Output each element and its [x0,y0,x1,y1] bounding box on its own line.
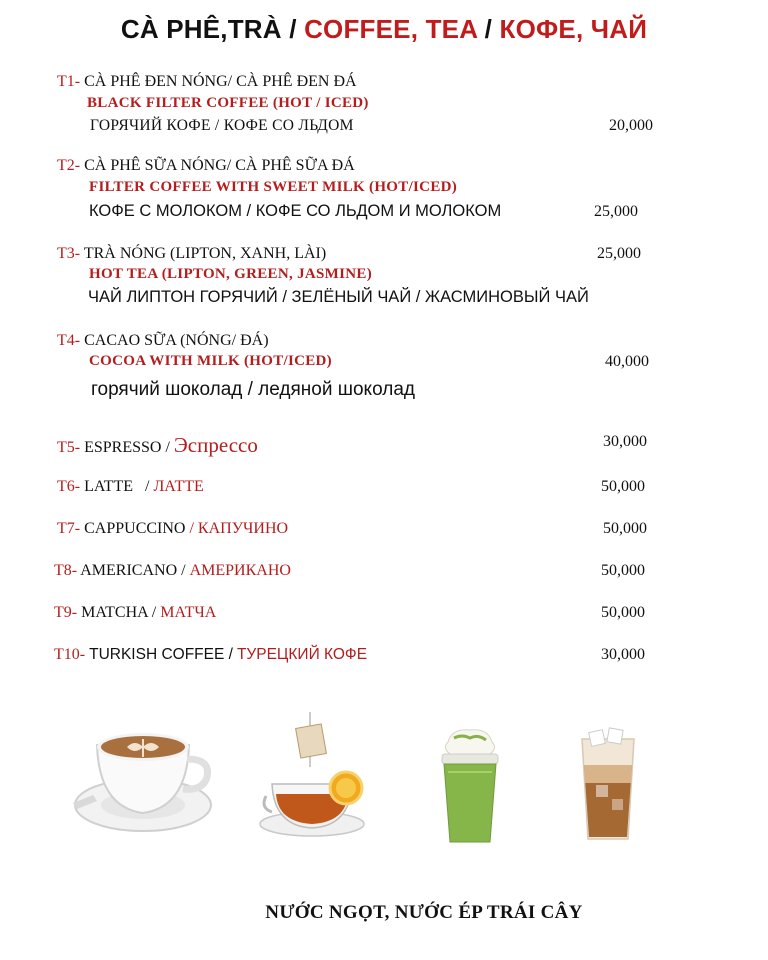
item-name: MATCHA / [81,604,157,621]
item-code: T3- [57,245,81,262]
iced-coffee-icon [578,725,638,845]
item-name-vi: CACAO SỮA (NÓNG/ ĐÁ) [84,332,269,349]
item-t3-vi-line [57,245,326,263]
item-name-ru: МАТЧА [160,604,217,621]
tea-cup-icon [258,712,368,847]
item-price: 50,000 [601,604,645,621]
item-name-ru: горячий шоколад / ледяной шоколад [91,379,415,400]
item-code: T1- [57,73,81,90]
item-price: 30,000 [603,433,647,450]
item-name-ru: ЛАТТЕ [153,478,204,495]
item-t6-line [57,478,204,496]
footer-note: NƯỚC NGỌT, NƯỚC ÉP TRÁI CÂY [265,902,583,923]
item-t5-line [57,433,258,458]
item-name-vi: CÀ PHÊ ĐEN NÓNG/ CÀ PHÊ ĐEN ĐÁ [84,73,357,90]
item-code: T5- [57,439,81,456]
item-name-ru: ГОРЯЧИЙ КОФЕ / КОФЕ СО ЛЬДОМ [90,117,354,134]
item-price: 30,000 [601,646,645,663]
item-code: T9- [54,604,78,621]
item-price: 50,000 [601,562,645,579]
item-name-ru: АМЕРИКАНО [189,562,291,579]
item-name-ru: ЧАЙ ЛИПТОН ГОРЯЧИЙ / ЗЕЛЁНЫЙ ЧАЙ / ЖАСМИНОВЫЙ ЧАЙ [88,288,589,306]
item-name-vi: CÀ PHÊ SỮA NÓNG/ CÀ PHÊ SỮA ĐÁ [84,157,355,174]
item-name-en: COCOA WITH MILK (HOT/ICED) [89,353,332,369]
title-vi: CÀ PHÊ,TRÀ [120,14,282,44]
item-name-vi: TRÀ NÓNG (LIPTON, XANH, LÀI) [83,245,327,262]
item-name: CAPPUCCINO [84,520,186,537]
item-name-en: BLACK FILTER COFFEE (HOT / ICED) [87,95,369,111]
item-name: ESPRESSO / [84,439,170,456]
item-t10-line [54,646,367,664]
item-t7-line [57,520,288,538]
item-price: 25,000 [597,245,641,262]
item-name: TURKISH COFFEE / [89,646,233,663]
item-price: 25,000 [594,203,638,220]
title-ru: КОФЕ, ЧАЙ [499,14,648,44]
item-price: 40,000 [605,353,649,370]
item-name-en: HOT TEA (LIPTON, GREEN, JASMINE) [89,266,372,282]
item-t9-line [54,604,216,622]
item-t2-vi-line [57,157,355,175]
menu-title [0,14,768,45]
item-name: AMERICANO / [80,562,186,579]
item-price: 50,000 [603,520,647,537]
item-name-ru: ТУРЕЦКИЙ КОФЕ [236,646,368,663]
title-separator: / [484,14,493,44]
title-en: COFFEE, TEA [304,14,478,44]
item-name: LATTE / [84,478,150,495]
item-code: T4- [57,332,81,349]
item-name-en: FILTER COFFEE WITH SWEET MILK (HOT/ICED) [89,179,458,195]
item-t8-line [54,562,291,580]
item-name-ru: КОФЕ С МОЛОКОМ / КОФЕ СО ЛЬДОМ И МОЛОКОМ [89,202,502,220]
item-t1-vi-line [57,73,357,91]
item-code: T6- [57,478,81,495]
item-code: T8- [54,562,78,579]
item-t4-vi-line [57,332,269,350]
item-code: T10- [54,646,86,663]
item-name-ru: / КАПУЧИНО [189,520,289,537]
item-price: 20,000 [609,117,653,134]
item-price: 50,000 [601,478,645,495]
item-code: T7- [57,520,81,537]
title-separator: / [289,14,297,44]
item-name-ru: Эспрессо [173,433,258,457]
latte-cup-icon [65,725,215,840]
matcha-frappe-icon [438,728,502,848]
item-code: T2- [57,157,81,174]
